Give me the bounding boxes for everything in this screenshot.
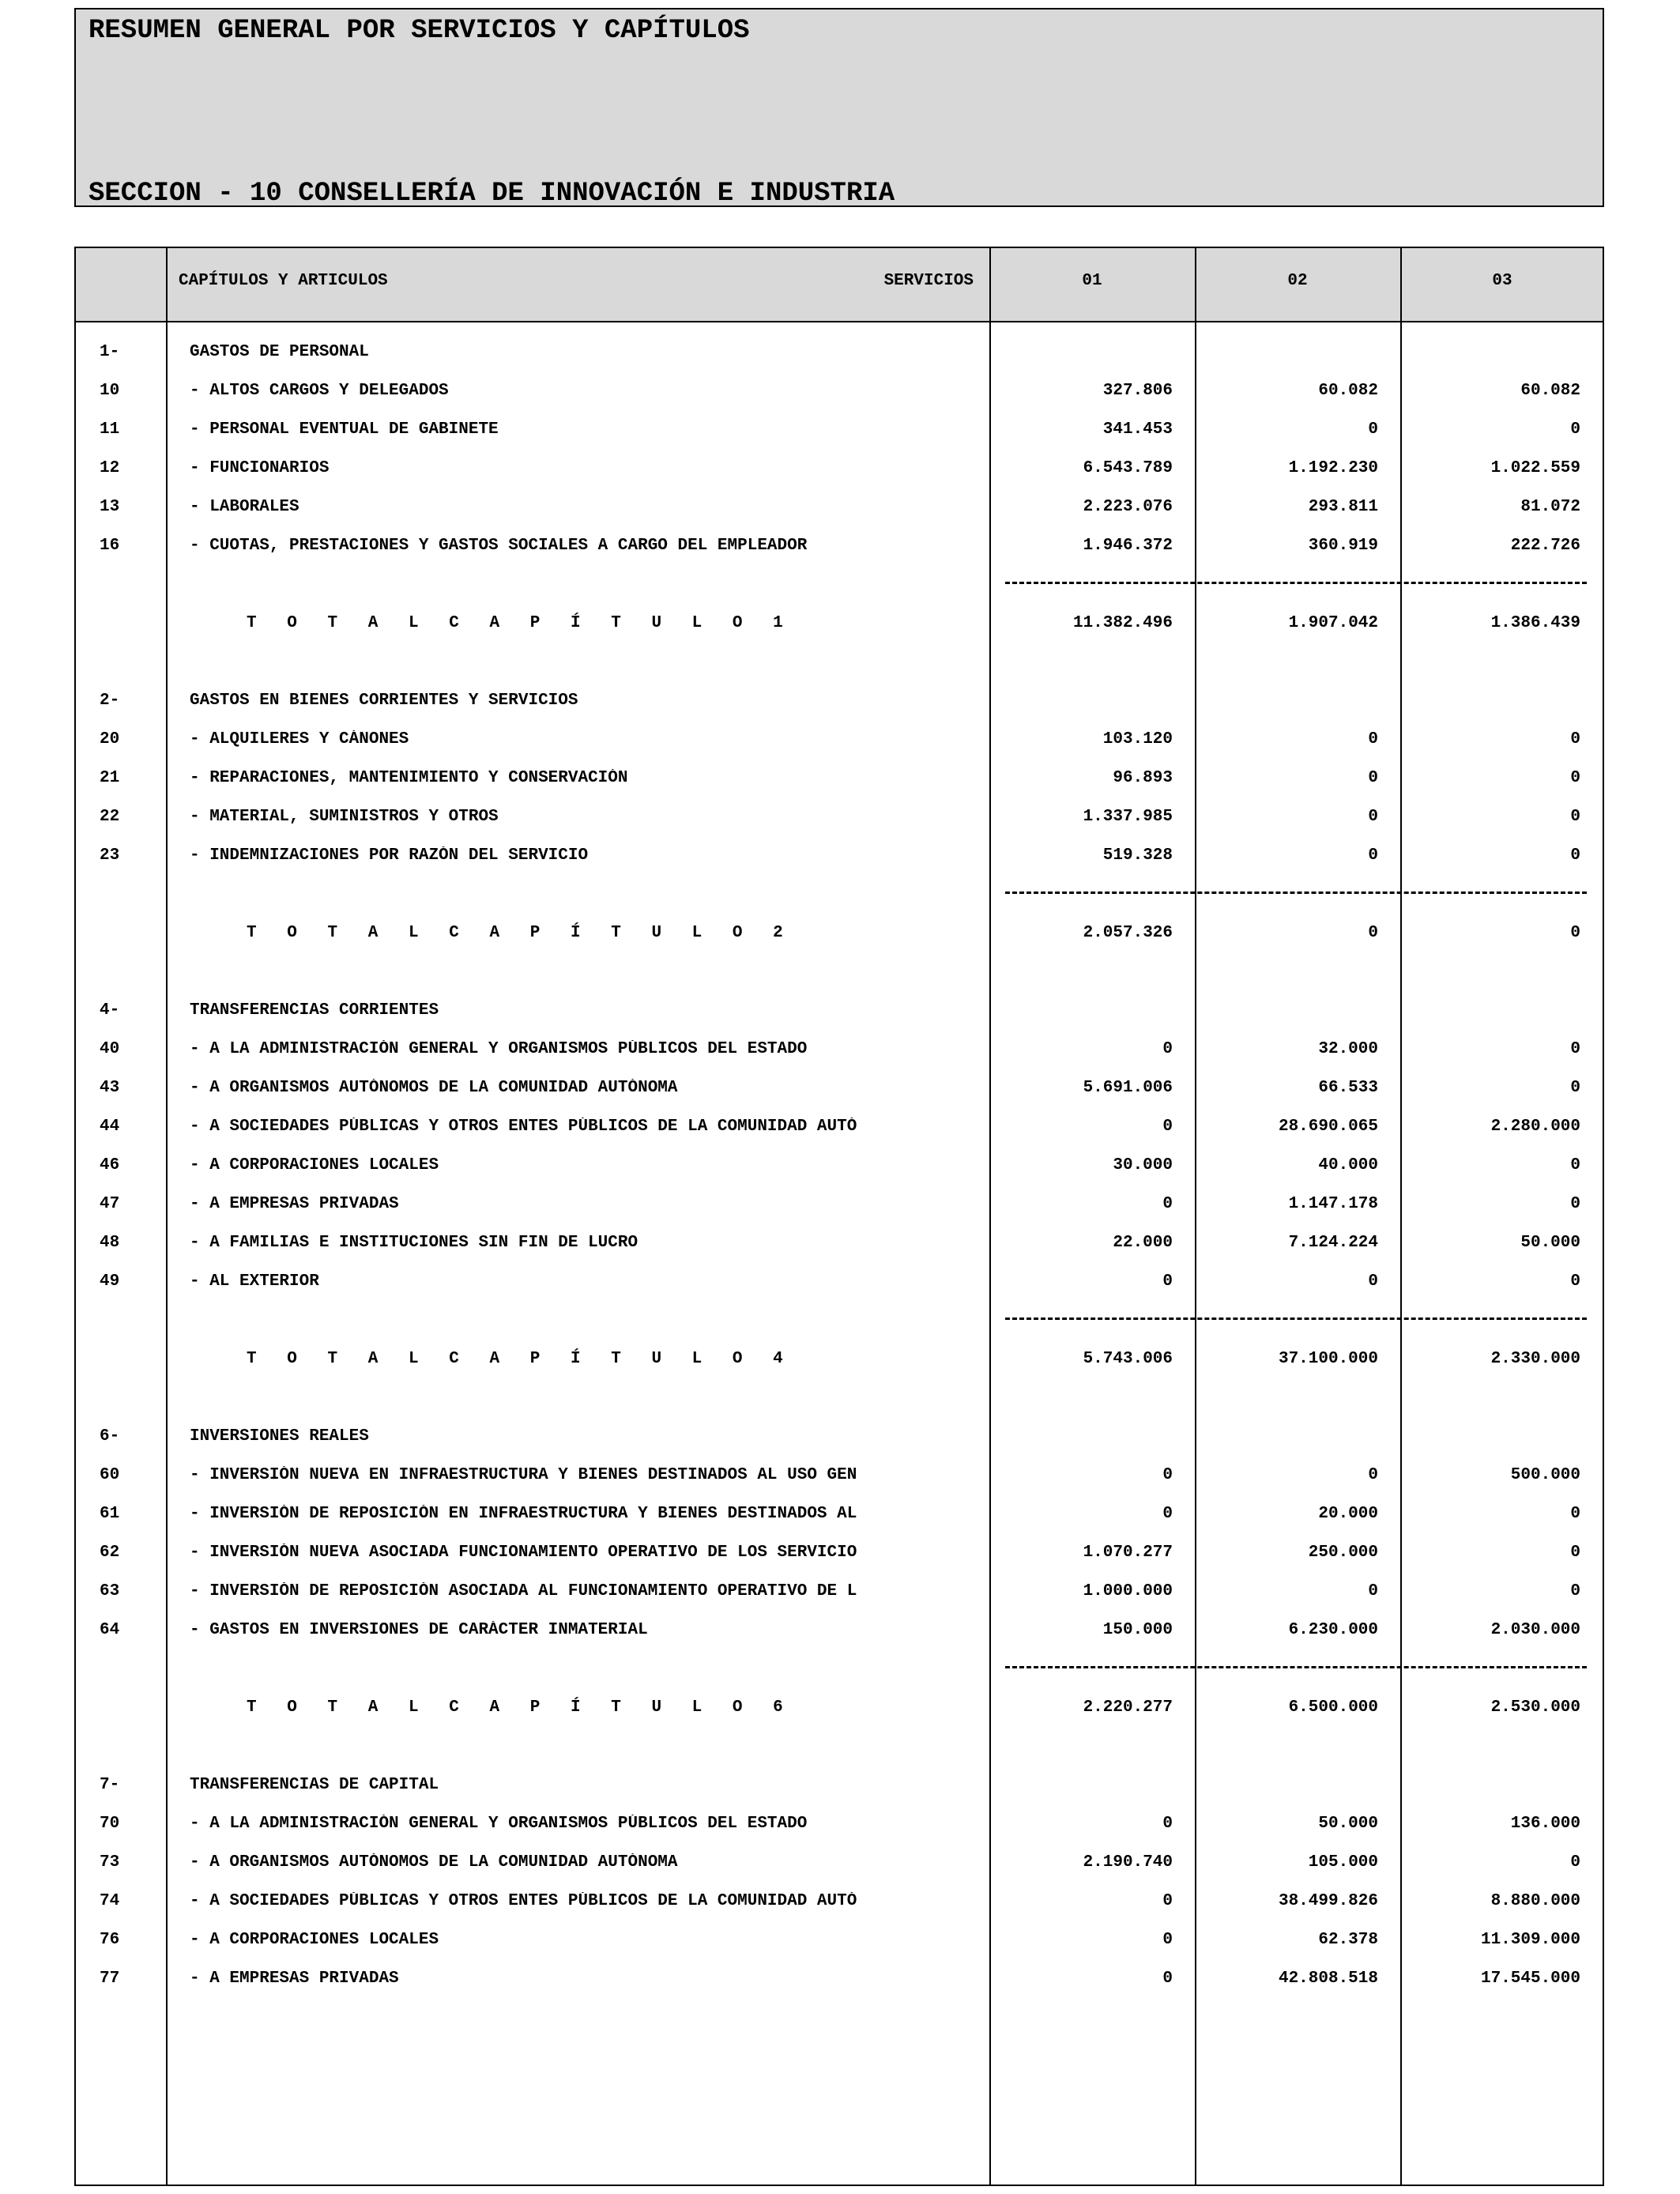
article-code: 12	[100, 459, 120, 477]
table-row	[76, 1536, 1603, 1574]
article-description: - A EMPRESAS PRIVADAS	[190, 1970, 399, 1988]
article-description: - A SOCIEDADES PÚBLICAS Y OTROS ENTES PÚBLICOS DE LA COMUNIDAD AUTÓ	[190, 1892, 857, 1910]
value-service-01: 0	[1162, 1970, 1173, 1988]
value-service-02: 66.533	[1318, 1079, 1378, 1097]
value-service-03: 136.000	[1510, 1815, 1580, 1833]
chapter-total-row	[76, 1342, 1603, 1381]
table-row	[76, 1807, 1603, 1845]
total-service-02: 6.500.000	[1288, 1698, 1378, 1717]
value-service-03: 222.726	[1510, 537, 1580, 555]
value-service-02: 360.919	[1308, 537, 1378, 555]
article-description: - A ORGANISMOS AUTÓNOMOS DE LA COMUNIDAD AUTÓNOMA	[190, 1853, 678, 1872]
value-service-01: 0	[1162, 1118, 1173, 1136]
chapter-code: 2-	[100, 692, 120, 710]
table-row	[76, 490, 1603, 529]
value-service-02: 0	[1368, 808, 1378, 826]
value-service-02: 0	[1368, 769, 1378, 787]
article-description: - AL EXTERIOR	[190, 1272, 319, 1291]
table-row	[76, 374, 1603, 413]
article-code: 10	[100, 382, 120, 400]
value-service-03: 0	[1570, 1582, 1580, 1600]
chapter-code: 7-	[100, 1776, 120, 1794]
table-row	[76, 1032, 1603, 1071]
article-code: 49	[100, 1272, 120, 1291]
value-service-03: 0	[1570, 1272, 1580, 1291]
value-service-02: 62.378	[1318, 1931, 1378, 1949]
value-service-02: 60.082	[1318, 382, 1378, 400]
chapter-title: TRANSFERENCIAS DE CAPITAL	[190, 1776, 439, 1794]
value-service-03: 0	[1570, 808, 1580, 826]
spacer-row	[76, 955, 1603, 993]
chapter-title: TRANSFERENCIAS CORRIENTES	[190, 1001, 439, 1020]
value-service-03: 0	[1570, 846, 1580, 865]
article-description: - MATERIAL, SUMINISTROS Y OTROS	[190, 808, 499, 826]
chapter-code: 1-	[100, 343, 120, 361]
chapter-heading-row	[76, 335, 1603, 374]
value-service-02: 0	[1368, 1466, 1378, 1484]
header-col-01: 01	[1082, 272, 1102, 290]
header-servicios: SERVICIOS	[883, 272, 974, 290]
value-service-02: 0	[1368, 730, 1378, 748]
table-row	[76, 722, 1603, 761]
subtotal-separator-row	[76, 877, 1603, 916]
article-description: - INVERSIÓN DE REPOSICIÓN EN INFRAESTRUCTURA Y BIENES DESTINADOS AL	[190, 1505, 857, 1523]
article-description: - CUOTAS, PRESTACIONES Y GASTOS SOCIALES A CARGO DEL EMPLEADOR	[190, 537, 808, 555]
table-row	[76, 839, 1603, 877]
value-service-01: 519.328	[1102, 846, 1173, 865]
article-code: 63	[100, 1582, 120, 1600]
chapter-total-label: T O T A L C A P Í T U L O 4	[247, 1350, 793, 1368]
article-description: - A SOCIEDADES PÚBLICAS Y OTROS ENTES PÚBLICOS DE LA COMUNIDAD AUTÓ	[190, 1118, 857, 1136]
value-service-02: 0	[1368, 420, 1378, 439]
value-service-02: 50.000	[1318, 1815, 1378, 1833]
subtotal-separator-row	[76, 567, 1603, 606]
value-service-03: 0	[1570, 420, 1580, 439]
chapter-code: 4-	[100, 1001, 120, 1020]
table-row	[76, 1613, 1603, 1652]
subtotal-dashed-line	[1005, 1666, 1587, 1668]
value-service-02: 105.000	[1308, 1853, 1378, 1872]
table-row	[76, 800, 1603, 839]
value-service-03: 0	[1570, 1040, 1580, 1058]
total-service-03: 2.330.000	[1490, 1350, 1580, 1368]
value-service-03: 81.072	[1520, 498, 1580, 516]
article-description: - A EMPRESAS PRIVADAS	[190, 1195, 399, 1213]
article-code: 73	[100, 1853, 120, 1872]
value-service-03: 0	[1570, 769, 1580, 787]
subtotal-dashed-line	[1005, 1318, 1587, 1320]
article-code: 60	[100, 1466, 120, 1484]
article-description: - A ORGANISMOS AUTÓNOMOS DE LA COMUNIDAD AUTÓNOMA	[190, 1079, 678, 1097]
header-col-02: 02	[1287, 272, 1308, 290]
value-service-03: 17.545.000	[1480, 1970, 1580, 1988]
page-title: RESUMEN GENERAL POR SERVICIOS Y CAPÍTULOS	[89, 16, 750, 46]
value-service-03: 0	[1570, 1505, 1580, 1523]
value-service-03: 8.880.000	[1490, 1892, 1580, 1910]
article-code: 74	[100, 1892, 120, 1910]
value-service-02: 1.147.178	[1288, 1195, 1378, 1213]
article-description: - PERSONAL EVENTUAL DE GABINETE	[190, 420, 499, 439]
value-service-01: 22.000	[1113, 1234, 1173, 1252]
article-code: 61	[100, 1505, 120, 1523]
table-row	[76, 1497, 1603, 1536]
value-service-02: 250.000	[1308, 1544, 1378, 1562]
spacer-row	[76, 645, 1603, 684]
article-code: 40	[100, 1040, 120, 1058]
article-code: 62	[100, 1544, 120, 1562]
total-service-01: 11.382.496	[1072, 614, 1173, 632]
value-service-01: 6.543.789	[1083, 459, 1173, 477]
value-service-02: 293.811	[1308, 498, 1378, 516]
value-service-03: 1.022.559	[1490, 459, 1580, 477]
value-service-03: 0	[1570, 1079, 1580, 1097]
article-description: - INVERSIÓN DE REPOSICIÓN ASOCIADA AL FUNCIONAMIENTO OPERATIVO DE L	[190, 1582, 857, 1600]
table-row	[76, 1071, 1603, 1110]
value-service-01: 1.337.985	[1083, 808, 1173, 826]
section-title: SECCION - 10 CONSELLERÍA DE INNOVACIÓN E INDUSTRIA	[89, 179, 895, 209]
table-row	[76, 1458, 1603, 1497]
value-service-02: 0	[1368, 846, 1378, 865]
chapter-title: INVERSIONES REALES	[190, 1427, 369, 1446]
value-service-01: 327.806	[1102, 382, 1173, 400]
value-service-02: 1.192.230	[1288, 459, 1378, 477]
article-description: - LABORALES	[190, 498, 299, 516]
total-service-03: 0	[1570, 924, 1580, 942]
article-code: 13	[100, 498, 120, 516]
value-service-01: 1.946.372	[1083, 537, 1173, 555]
article-code: 76	[100, 1931, 120, 1949]
article-code: 20	[100, 730, 120, 748]
table-row	[76, 1884, 1603, 1923]
article-code: 11	[100, 420, 120, 439]
value-service-01: 0	[1162, 1272, 1173, 1291]
value-service-01: 2.223.076	[1083, 498, 1173, 516]
article-code: 22	[100, 808, 120, 826]
value-service-03: 0	[1570, 730, 1580, 748]
article-description: - A FAMILIAS E INSTITUCIONES SIN FIN DE LUCRO	[190, 1234, 638, 1252]
value-service-03: 0	[1570, 1853, 1580, 1872]
table-row	[76, 1110, 1603, 1148]
article-description: - ALQUILERES Y CÁNONES	[190, 730, 409, 748]
article-description: - FUNCIONARIOS	[190, 459, 330, 477]
title-box	[74, 8, 1604, 207]
value-service-01: 103.120	[1102, 730, 1173, 748]
chapter-code: 6-	[100, 1427, 120, 1446]
value-service-03: 2.280.000	[1490, 1118, 1580, 1136]
table-row	[76, 1265, 1603, 1303]
value-service-01: 96.893	[1113, 769, 1173, 787]
value-service-01: 1.070.277	[1083, 1544, 1173, 1562]
chapter-total-label: T O T A L C A P Í T U L O 6	[247, 1698, 793, 1717]
value-service-03: 60.082	[1520, 382, 1580, 400]
value-service-03: 50.000	[1520, 1234, 1580, 1252]
article-code: 44	[100, 1118, 120, 1136]
chapter-total-row	[76, 1691, 1603, 1729]
article-code: 23	[100, 846, 120, 865]
spacer-row	[76, 1729, 1603, 1768]
total-service-03: 1.386.439	[1490, 614, 1580, 632]
chapter-title: GASTOS EN BIENES CORRIENTES Y SERVICIOS	[190, 692, 578, 710]
article-code: 77	[100, 1970, 120, 1988]
total-service-02: 1.907.042	[1288, 614, 1378, 632]
table-row	[76, 761, 1603, 800]
value-service-01: 0	[1162, 1466, 1173, 1484]
value-service-03: 0	[1570, 1156, 1580, 1174]
table-row	[76, 529, 1603, 567]
value-service-02: 28.690.065	[1278, 1118, 1378, 1136]
table-row	[76, 451, 1603, 490]
value-service-01: 0	[1162, 1505, 1173, 1523]
value-service-02: 7.124.224	[1288, 1234, 1378, 1252]
value-service-02: 0	[1368, 1272, 1378, 1291]
chapter-heading-row	[76, 684, 1603, 722]
subtotal-separator-row	[76, 1303, 1603, 1342]
article-code: 43	[100, 1079, 120, 1097]
value-service-01: 0	[1162, 1815, 1173, 1833]
value-service-01: 341.453	[1102, 420, 1173, 439]
value-service-02: 32.000	[1318, 1040, 1378, 1058]
value-service-01: 1.000.000	[1083, 1582, 1173, 1600]
value-service-01: 0	[1162, 1040, 1173, 1058]
chapter-total-row	[76, 916, 1603, 955]
article-description: - A CORPORACIONES LOCALES	[190, 1931, 439, 1949]
value-service-02: 40.000	[1318, 1156, 1378, 1174]
table-row	[76, 1574, 1603, 1613]
subtotal-dashed-line	[1005, 582, 1587, 584]
table-row	[76, 1187, 1603, 1226]
total-service-01: 2.220.277	[1083, 1698, 1173, 1717]
article-description: - INVERSIÓN NUEVA ASOCIADA FUNCIONAMIENTO OPERATIVO DE LOS SERVICIO	[190, 1544, 857, 1562]
article-description: - A LA ADMINISTRACIÓN GENERAL Y ORGANISMOS PÚBLICOS DEL ESTADO	[190, 1815, 808, 1833]
chapter-heading-row	[76, 1768, 1603, 1807]
value-service-02: 6.230.000	[1288, 1621, 1378, 1639]
table-row	[76, 1226, 1603, 1265]
table-row	[76, 413, 1603, 451]
total-service-01: 5.743.006	[1083, 1350, 1173, 1368]
value-service-03: 500.000	[1510, 1466, 1580, 1484]
value-service-01: 0	[1162, 1195, 1173, 1213]
value-service-03: 0	[1570, 1544, 1580, 1562]
subtotal-dashed-line	[1005, 892, 1587, 894]
value-service-01: 0	[1162, 1931, 1173, 1949]
total-service-03: 2.530.000	[1490, 1698, 1580, 1717]
article-description: - A CORPORACIONES LOCALES	[190, 1156, 439, 1174]
value-service-03: 0	[1570, 1195, 1580, 1213]
header-capitulos: CAPÍTULOS Y ARTICULOS	[179, 272, 388, 290]
table-body	[76, 335, 1603, 2000]
value-service-02: 42.808.518	[1278, 1970, 1378, 1988]
article-code: 47	[100, 1195, 120, 1213]
spacer-row	[76, 1381, 1603, 1419]
total-service-02: 0	[1368, 924, 1378, 942]
value-service-01: 2.190.740	[1083, 1853, 1173, 1872]
article-code: 46	[100, 1156, 120, 1174]
article-description: - REPARACIONES, MANTENIMIENTO Y CONSERVACIÓN	[190, 769, 628, 787]
chapter-heading-row	[76, 993, 1603, 1032]
total-service-02: 37.100.000	[1278, 1350, 1378, 1368]
total-service-01: 2.057.326	[1083, 924, 1173, 942]
value-service-01: 150.000	[1102, 1621, 1173, 1639]
chapter-total-label: T O T A L C A P Í T U L O 2	[247, 924, 793, 942]
article-code: 21	[100, 769, 120, 787]
article-code: 64	[100, 1621, 120, 1639]
article-code: 16	[100, 537, 120, 555]
value-service-02: 38.499.826	[1278, 1892, 1378, 1910]
chapter-total-label: T O T A L C A P Í T U L O 1	[247, 614, 793, 632]
table-row	[76, 1845, 1603, 1884]
article-description: - INVERSIÓN NUEVA EN INFRAESTRUCTURA Y BIENES DESTINADOS AL USO GEN	[190, 1466, 857, 1484]
value-service-01: 0	[1162, 1892, 1173, 1910]
article-description: - A LA ADMINISTRACIÓN GENERAL Y ORGANISMOS PÚBLICOS DEL ESTADO	[190, 1040, 808, 1058]
article-description: - GASTOS EN INVERSIONES DE CARÁCTER INMATERIAL	[190, 1621, 648, 1639]
table-row	[76, 1148, 1603, 1187]
chapter-heading-row	[76, 1419, 1603, 1458]
value-service-02: 20.000	[1318, 1505, 1378, 1523]
article-code: 70	[100, 1815, 120, 1833]
header-col-03: 03	[1492, 272, 1512, 290]
chapter-total-row	[76, 606, 1603, 645]
value-service-03: 11.309.000	[1480, 1931, 1580, 1949]
article-description: - INDEMNIZACIONES POR RAZÓN DEL SERVICIO	[190, 846, 589, 865]
table-row	[76, 1923, 1603, 1962]
subtotal-separator-row	[76, 1652, 1603, 1691]
value-service-03: 2.030.000	[1490, 1621, 1580, 1639]
value-service-01: 30.000	[1113, 1156, 1173, 1174]
value-service-01: 5.691.006	[1083, 1079, 1173, 1097]
article-code: 48	[100, 1234, 120, 1252]
budget-table	[74, 247, 1604, 2186]
table-row	[76, 1962, 1603, 2000]
article-description: - ALTOS CARGOS Y DELEGADOS	[190, 382, 449, 400]
value-service-02: 0	[1368, 1582, 1378, 1600]
chapter-title: GASTOS DE PERSONAL	[190, 343, 369, 361]
